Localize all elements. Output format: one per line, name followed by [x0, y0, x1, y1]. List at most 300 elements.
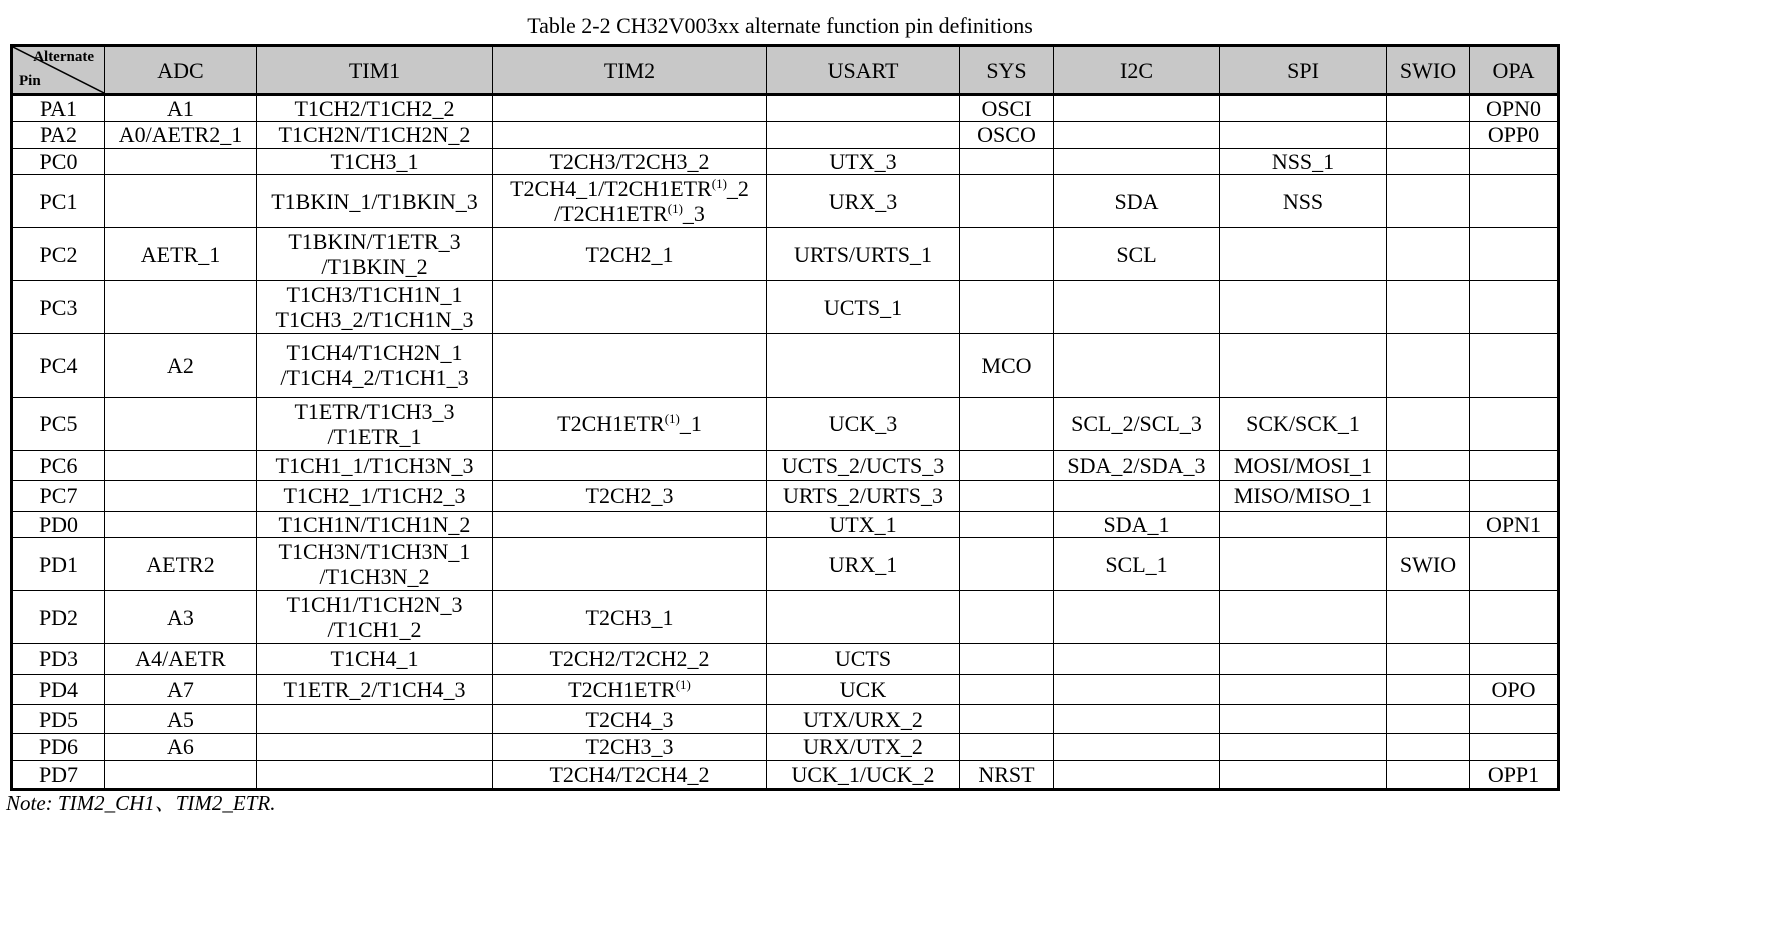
function-cell — [960, 334, 1054, 398]
column-header: TIM1 — [257, 46, 493, 95]
cell-line: A7 — [167, 676, 194, 702]
function-cell — [767, 450, 960, 480]
pin-name-cell: PC4 — [12, 334, 105, 398]
function-cell — [1470, 450, 1559, 480]
table-row — [12, 591, 1559, 644]
cell-line: /T1CH3N_2 — [319, 564, 430, 590]
function-cell — [257, 538, 493, 591]
table-row — [12, 334, 1559, 398]
footnote-marker: (1) — [711, 176, 727, 191]
pin-name-cell: PA1 — [12, 95, 105, 122]
pin-name-cell: PC5 — [12, 397, 105, 450]
column-header: OPA — [1470, 46, 1559, 95]
function-cell — [1220, 644, 1387, 674]
cell-line: T1CH1/T1CH2N_3 — [286, 592, 463, 618]
cell-line — [495, 201, 764, 226]
cell-line: T1CH2/T1CH2_2 — [294, 96, 455, 121]
cell-line: OPO — [1491, 676, 1536, 702]
function-cell — [1387, 704, 1470, 733]
pin-name-cell: PD6 — [12, 734, 105, 761]
function-cell — [493, 281, 767, 334]
table-row — [12, 538, 1559, 591]
function-cell — [105, 734, 257, 761]
function-cell — [105, 281, 257, 334]
function-cell — [105, 334, 257, 398]
cell-line: SWIO — [1399, 551, 1457, 577]
function-cell — [105, 674, 257, 704]
function-cell — [1054, 591, 1220, 644]
function-cell — [1387, 450, 1470, 480]
table-note: Note: TIM2_CH1、TIM2_ETR. — [6, 791, 276, 815]
cell-line: T1BKIN_1/T1BKIN_3 — [271, 188, 478, 214]
function-cell — [767, 175, 960, 228]
function-cell — [493, 591, 767, 644]
function-cell — [493, 148, 767, 175]
pin-name-cell: PD3 — [12, 644, 105, 674]
table-row — [12, 148, 1559, 175]
cell-line: AETR2 — [146, 551, 215, 577]
function-cell — [1054, 734, 1220, 761]
function-cell — [767, 334, 960, 398]
cell-line: MOSI/MOSI_1 — [1233, 452, 1373, 478]
cell-line: SDA_2/SDA_3 — [1067, 452, 1206, 478]
cell-line: A6 — [167, 734, 194, 760]
function-cell — [1054, 148, 1220, 175]
cell-line: T1CH2N/T1CH2N_2 — [278, 122, 471, 148]
cell-line: /T1BKIN_2 — [321, 254, 428, 279]
function-cell — [257, 674, 493, 704]
function-cell — [1220, 538, 1387, 591]
function-cell — [1220, 175, 1387, 228]
function-cell — [767, 704, 960, 733]
function-cell — [1220, 674, 1387, 704]
function-cell — [1387, 148, 1470, 175]
function-cell — [257, 704, 493, 733]
function-cell — [960, 538, 1054, 591]
cell-line: T2CH3/T2CH3_2 — [549, 148, 710, 174]
function-cell — [105, 511, 257, 538]
function-cell — [105, 644, 257, 674]
function-cell — [105, 760, 257, 789]
function-cell — [1054, 450, 1220, 480]
function-cell — [767, 148, 960, 175]
function-cell — [257, 511, 493, 538]
function-cell — [1470, 95, 1559, 122]
function-cell — [960, 148, 1054, 175]
pin-name-cell: PC3 — [12, 281, 105, 334]
function-cell — [1470, 481, 1559, 511]
cell-line: SDA_1 — [1103, 511, 1170, 537]
function-cell — [1470, 148, 1559, 175]
cell-line: T1BKIN/T1ETR_3 — [288, 229, 461, 254]
pin-name-cell: PC0 — [12, 148, 105, 175]
function-cell — [493, 481, 767, 511]
function-cell — [960, 450, 1054, 480]
cell-line: UTX_1 — [829, 511, 897, 537]
function-cell — [493, 704, 767, 733]
pin-name-cell: PD4 — [12, 674, 105, 704]
function-cell — [493, 122, 767, 149]
function-cell — [493, 674, 767, 704]
function-cell — [960, 591, 1054, 644]
function-cell — [1387, 591, 1470, 644]
function-cell — [105, 704, 257, 733]
function-cell — [105, 538, 257, 591]
cell-line: URTS/URTS_1 — [794, 241, 932, 267]
function-cell — [1470, 538, 1559, 591]
pin-name-cell: PD7 — [12, 760, 105, 789]
cell-line: UCK — [839, 676, 887, 702]
cell-line: T2CH2_1 — [585, 241, 674, 267]
function-cell — [493, 538, 767, 591]
alternate-function-pin-table — [10, 44, 1560, 791]
function-cell — [1054, 334, 1220, 398]
cell-line: SCL_2/SCL_3 — [1071, 411, 1202, 437]
function-cell — [1054, 644, 1220, 674]
footnote-marker: (1) — [675, 676, 691, 692]
corner-label-alternate: Alternate — [33, 49, 94, 65]
cell-line: URX_3 — [828, 188, 898, 214]
function-cell — [767, 122, 960, 149]
function-cell — [960, 511, 1054, 538]
cell-line: OSCI — [981, 96, 1032, 121]
function-cell — [767, 481, 960, 511]
function-cell — [1220, 450, 1387, 480]
function-cell — [1220, 760, 1387, 789]
function-cell — [257, 95, 493, 122]
function-cell — [1054, 481, 1220, 511]
function-cell — [1054, 511, 1220, 538]
table-body — [12, 95, 1559, 790]
pin-name-cell: PC6 — [12, 450, 105, 480]
cell-line: AETR_1 — [140, 241, 221, 267]
function-cell — [493, 175, 767, 228]
function-cell — [1220, 122, 1387, 149]
function-cell — [767, 760, 960, 789]
function-cell — [1220, 397, 1387, 450]
function-cell — [960, 734, 1054, 761]
function-cell — [960, 175, 1054, 228]
cell-line: T1CH1N/T1CH1N_2 — [278, 511, 471, 537]
function-cell — [1054, 281, 1220, 334]
cell-line: SCL_1 — [1105, 551, 1168, 577]
function-cell — [1054, 95, 1220, 122]
function-cell — [257, 175, 493, 228]
cell-text: T2CH4_1/T2CH1ETR — [510, 176, 712, 201]
function-cell — [257, 334, 493, 398]
cell-line: OPN1 — [1485, 511, 1541, 537]
table-row — [12, 175, 1559, 228]
cell-line: OPP0 — [1487, 122, 1540, 148]
function-cell — [257, 760, 493, 789]
cell-line: UCK_1/UCK_2 — [791, 761, 935, 787]
cell-line: NSS — [1282, 188, 1324, 214]
function-cell — [493, 95, 767, 122]
cell-line: UCTS_1 — [823, 294, 903, 320]
corner-label-pin: Pin — [19, 73, 41, 89]
function-cell — [960, 674, 1054, 704]
cell-text: T2CH1ETR — [557, 411, 665, 437]
cell-line: A5 — [167, 706, 194, 732]
function-cell — [1387, 397, 1470, 450]
function-cell — [1387, 334, 1470, 398]
cell-line: OPP1 — [1487, 761, 1540, 787]
table-row — [12, 95, 1559, 122]
function-cell — [1054, 704, 1220, 733]
function-cell — [105, 481, 257, 511]
function-cell — [257, 228, 493, 281]
function-cell — [1387, 538, 1470, 591]
function-cell — [1470, 760, 1559, 789]
function-cell — [767, 281, 960, 334]
pin-name-cell: PD1 — [12, 538, 105, 591]
pin-name-cell: PC7 — [12, 481, 105, 511]
cell-line: A3 — [167, 604, 194, 630]
function-cell — [493, 734, 767, 761]
cell-line: A1 — [167, 96, 194, 121]
cell-line: UTX/URX_2 — [803, 706, 923, 732]
pin-name-cell: PD5 — [12, 704, 105, 733]
function-cell — [105, 122, 257, 149]
function-cell — [1054, 397, 1220, 450]
pin-name-cell: PC1 — [12, 175, 105, 228]
function-cell — [105, 228, 257, 281]
function-cell — [1220, 148, 1387, 175]
function-cell — [1470, 281, 1559, 334]
function-cell — [1387, 644, 1470, 674]
function-cell — [960, 704, 1054, 733]
function-cell — [1220, 281, 1387, 334]
pin-name-cell: PC2 — [12, 228, 105, 281]
table-row — [12, 704, 1559, 733]
function-cell — [1220, 734, 1387, 761]
function-cell — [105, 148, 257, 175]
function-cell — [105, 397, 257, 450]
function-cell — [1470, 175, 1559, 228]
function-cell — [105, 591, 257, 644]
cell-line: SCK/SCK_1 — [1246, 411, 1360, 437]
function-cell — [257, 591, 493, 644]
function-cell — [1220, 334, 1387, 398]
function-cell — [493, 334, 767, 398]
function-cell — [105, 175, 257, 228]
cell-line: NSS_1 — [1271, 148, 1335, 174]
function-cell — [1220, 95, 1387, 122]
footnote-marker: (1) — [664, 411, 680, 427]
function-cell — [493, 760, 767, 789]
table-row — [12, 734, 1559, 761]
function-cell — [1220, 704, 1387, 733]
cell-line: OPN0 — [1485, 96, 1541, 121]
header-row — [12, 46, 1559, 95]
table-row — [12, 511, 1559, 538]
function-cell — [767, 734, 960, 761]
table-row — [12, 281, 1559, 334]
cell-text: T2CH1ETR — [568, 676, 676, 702]
function-cell — [257, 281, 493, 334]
cell-line: T1CH4/T1CH2N_1 — [286, 340, 463, 366]
cell-line: /T1ETR_1 — [327, 423, 422, 449]
cell-line: T1CH3/T1CH1N_1 — [286, 282, 463, 307]
function-cell — [767, 397, 960, 450]
pin-name-cell: PD0 — [12, 511, 105, 538]
function-cell — [767, 95, 960, 122]
cell-line: URX_1 — [828, 551, 898, 577]
column-header: TIM2 — [493, 46, 767, 95]
function-cell — [767, 644, 960, 674]
table-row — [12, 122, 1559, 149]
column-header: ADC — [105, 46, 257, 95]
pin-name-cell: PA2 — [12, 122, 105, 149]
function-cell — [1220, 481, 1387, 511]
cell-text-suffix: _2 — [726, 176, 749, 201]
table-row — [12, 228, 1559, 281]
function-cell — [257, 397, 493, 450]
cell-line: T1CH3_2/T1CH1N_3 — [275, 307, 474, 332]
function-cell — [1387, 281, 1470, 334]
cell-line — [495, 176, 764, 201]
function-cell — [767, 511, 960, 538]
function-cell — [1054, 538, 1220, 591]
cell-text: /T2CH1ETR — [554, 201, 668, 226]
function-cell — [960, 228, 1054, 281]
function-cell — [960, 760, 1054, 789]
cell-line: T1CH3N/T1CH3N_1 — [278, 539, 471, 565]
function-cell — [1470, 122, 1559, 149]
function-cell — [960, 644, 1054, 674]
cell-line: URX/UTX_2 — [803, 734, 923, 760]
table-caption: Table 2-2 CH32V003xx alternate function pin definitions — [527, 13, 1033, 38]
function-cell — [1387, 95, 1470, 122]
cell-line: T1CH1_1/T1CH3N_3 — [275, 452, 474, 478]
function-cell — [1470, 704, 1559, 733]
cell-line: T2CH3_1 — [585, 604, 674, 630]
function-cell — [1054, 228, 1220, 281]
column-header: SYS — [960, 46, 1054, 95]
cell-line: A4/AETR — [135, 646, 226, 672]
function-cell — [105, 95, 257, 122]
column-header: USART — [767, 46, 960, 95]
function-cell — [1054, 674, 1220, 704]
cell-line: UCTS_2/UCTS_3 — [781, 452, 945, 478]
cell-line: T2CH2_3 — [585, 483, 674, 509]
function-cell — [1470, 591, 1559, 644]
function-cell — [1387, 511, 1470, 538]
cell-line: T1ETR/T1CH3_3 — [294, 398, 455, 424]
table-row — [12, 397, 1559, 450]
cell-line: MISO/MISO_1 — [1233, 483, 1373, 509]
cell-line: T1CH2_1/T1CH2_3 — [283, 483, 466, 509]
function-cell — [1220, 511, 1387, 538]
function-cell — [257, 122, 493, 149]
cell-line: A0/AETR2_1 — [118, 122, 243, 148]
function-cell — [1470, 674, 1559, 704]
table-row — [12, 644, 1559, 674]
cell-line: UCTS — [834, 646, 892, 672]
function-cell — [1387, 734, 1470, 761]
function-cell — [493, 397, 767, 450]
cell-line: UCK_3 — [828, 411, 898, 437]
table-row — [12, 450, 1559, 480]
function-cell — [767, 674, 960, 704]
pin-name-cell: PD2 — [12, 591, 105, 644]
function-cell — [1054, 122, 1220, 149]
cell-line: /T1CH4_2/T1CH1_3 — [280, 365, 469, 391]
function-cell — [960, 481, 1054, 511]
function-cell — [105, 450, 257, 480]
function-cell — [960, 281, 1054, 334]
cell-line: SDA — [1114, 188, 1159, 214]
function-cell — [257, 644, 493, 674]
function-cell — [257, 734, 493, 761]
cell-line: T1ETR_2/T1CH4_3 — [283, 676, 466, 702]
function-cell — [1470, 228, 1559, 281]
cell-line: NRST — [978, 761, 1035, 787]
function-cell — [257, 148, 493, 175]
function-cell — [493, 644, 767, 674]
cell-line: URTS_2/URTS_3 — [783, 483, 943, 509]
function-cell — [1220, 591, 1387, 644]
function-cell — [257, 481, 493, 511]
table-row — [12, 674, 1559, 704]
cell-line: T2CH3_3 — [585, 734, 674, 760]
cell-line: T2CH4/T2CH4_2 — [549, 761, 710, 787]
cell-line: T2CH4_3 — [585, 706, 674, 732]
function-cell — [1387, 481, 1470, 511]
table-row — [12, 481, 1559, 511]
function-cell — [767, 228, 960, 281]
cell-line: MCO — [981, 352, 1032, 378]
function-cell — [1054, 175, 1220, 228]
cell-line — [495, 411, 764, 436]
function-cell — [960, 95, 1054, 122]
cell-line: T1CH3_1 — [330, 148, 419, 174]
cell-line: SCL — [1116, 241, 1157, 267]
column-header: SWIO — [1387, 46, 1470, 95]
function-cell — [493, 450, 767, 480]
column-header: SPI — [1220, 46, 1387, 95]
table-row — [12, 760, 1559, 789]
function-cell — [1387, 228, 1470, 281]
function-cell — [257, 450, 493, 480]
column-header: I2C — [1054, 46, 1220, 95]
function-cell — [1470, 334, 1559, 398]
cell-line: T1CH4_1 — [330, 646, 419, 672]
cell-line: T2CH2/T2CH2_2 — [549, 646, 710, 672]
function-cell — [1470, 644, 1559, 674]
function-cell — [493, 511, 767, 538]
function-cell — [1387, 122, 1470, 149]
function-cell — [960, 397, 1054, 450]
cell-line: OSCO — [977, 122, 1036, 148]
function-cell — [1054, 760, 1220, 789]
footnote-marker: (1) — [667, 201, 683, 216]
function-cell — [1470, 397, 1559, 450]
function-cell — [767, 538, 960, 591]
function-cell — [1387, 674, 1470, 704]
cell-line: A2 — [167, 352, 194, 378]
cell-text-suffix: _1 — [679, 411, 702, 437]
function-cell — [1387, 175, 1470, 228]
cell-line: /T1CH1_2 — [327, 617, 422, 643]
function-cell — [960, 122, 1054, 149]
function-cell — [1220, 228, 1387, 281]
cell-line — [495, 677, 764, 702]
cell-text-suffix: _3 — [682, 201, 705, 226]
function-cell — [767, 591, 960, 644]
corner-header-cell — [12, 46, 105, 95]
function-cell — [1387, 760, 1470, 789]
